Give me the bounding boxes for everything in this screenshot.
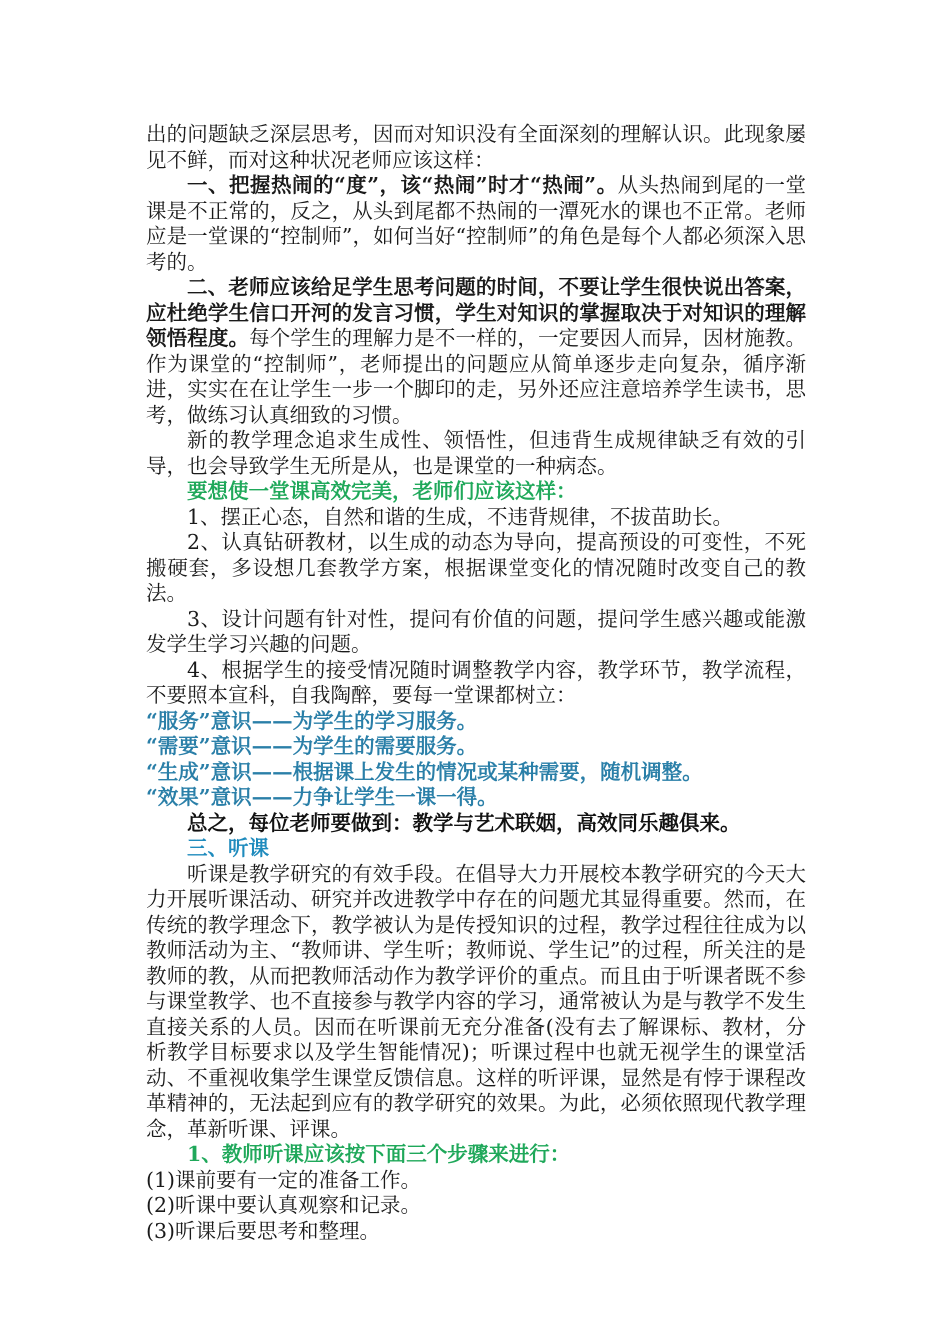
list-item-3: 3、设计问题有针对性，提问有价值的问题，提问学生感兴趣或能激发学生学习兴趣的问题。: [146, 606, 806, 656]
document-page: [146, 122, 806, 1244]
paragraph-point-two: [146, 275, 806, 428]
summary-line: 总之，每位老师要做到：教学与艺术联姻，高效同乐趣俱来。: [187, 810, 741, 835]
point-one-heading: 一、把握热闹的“度”，该“热闹”时才“热闹”。: [187, 173, 618, 197]
section-heading-listening: 三、听课: [187, 836, 269, 860]
list-item-2: 2、认真钻研教材，以生成的动态为导向，提高预设的可变性，不死搬硬套，多设想几套教学方案，根据课堂变化的情况随时改变自己的教法。: [146, 530, 806, 605]
heading-efficient-class: 要想使一堂课高效完美，老师们应该这样：: [187, 479, 577, 503]
paragraph-point-one: [146, 173, 806, 275]
awareness-effect: “效果”意识——力争让学生一课一得。: [146, 785, 498, 809]
awareness-service: “服务”意识——为学生的学习服务。: [146, 708, 478, 733]
list-item-1: 1、摆正心态，自然和谐的生成，不违背规律，不拔苗助长。: [187, 504, 734, 529]
step-2: (2)听课中要认真观察和记录。: [146, 1193, 422, 1217]
awareness-generation: “生成”意识——根据课上发生的情况或某种需要，随机调整。: [146, 759, 703, 784]
awareness-need: “需要”意识——为学生的需要服务。: [146, 734, 478, 758]
paragraph-new-concept: 新的教学理念追求生成性、领悟性，但违背生成规律缺乏有效的引导，也会导致学生无所是从，也是课堂的一种病态。: [146, 428, 806, 478]
point-one-body: 从头热闹到尾的一堂课是不正常的，反之，从头到尾都不热闹的一潭死水的课也不正常。老师应是一堂课的“控制师”，如何当好“控制师”的角色是每个人都必须深入思考的。: [146, 173, 806, 274]
step-3: (3)听课后要思考和整理。: [146, 1218, 381, 1243]
list-item-4: 4、根据学生的接受情况随时调整教学内容，教学环节，教学流程，不要照本宣科，自我陶醉，要每一堂课都树立：: [146, 657, 806, 707]
paragraph-listening: 听课是教学研究的有效手段。在倡导大力开展校本教学研究的今天大力开展听课活动、研究并改进教学中存在的问题尤其显得重要。然而，在传统的教学理念下，教学被认为是传授知识的过程，教学过程往往成为以教师活动为主、“教师讲、学生听；教师说、学生记”的过程，所关注的是教师的教，从而把教师活动作为教学评价的重点。而且由于听课者既不参与课堂教学、也不直接参与教学内容的学习，通常被认为是与教学不发生直接关系的人员。因而在听课前无充分准备(没有去了解课标、教材，分析教学目标要求以及学生智能情况)；听课过程中也就无视学生的课堂活动、不重视收集学生课堂反馈信息。这样的听评课，显然是有悖于课程改革精神的，无法起到应有的教学研究的效果。为此，必须依照现代教学理念，革新听课、评课。: [146, 861, 806, 1141]
step-1: (1)课前要有一定的准备工作。: [146, 1167, 422, 1192]
heading-listening-steps: 1、教师听课应该按下面三个步骤来进行：: [187, 1142, 571, 1166]
point-two-heading: 二、老师应该给足学生思考问题的时间，不要让学生很快说出答案，应杜绝学生信口开河的发言习惯，学生对知识的掌握取决于对知识的理解领悟程度。: [146, 275, 806, 350]
point-two-body: 每个学生的理解力是不一样的，一定要因人而异，因材施教。作为课堂的“控制师”，老师提出的问题应从简单逐步走向复杂，循序渐进，实实在在让学生一步一个脚印的走，另外还应注意培养学生读书，思考，做练习认真细致的习惯。: [146, 326, 807, 427]
paragraph-intro: 出的问题缺乏深层思考，因而对知识没有全面深刻的理解认识。此现象屡见不鲜，而对这种状况老师应该这样：: [146, 122, 806, 172]
